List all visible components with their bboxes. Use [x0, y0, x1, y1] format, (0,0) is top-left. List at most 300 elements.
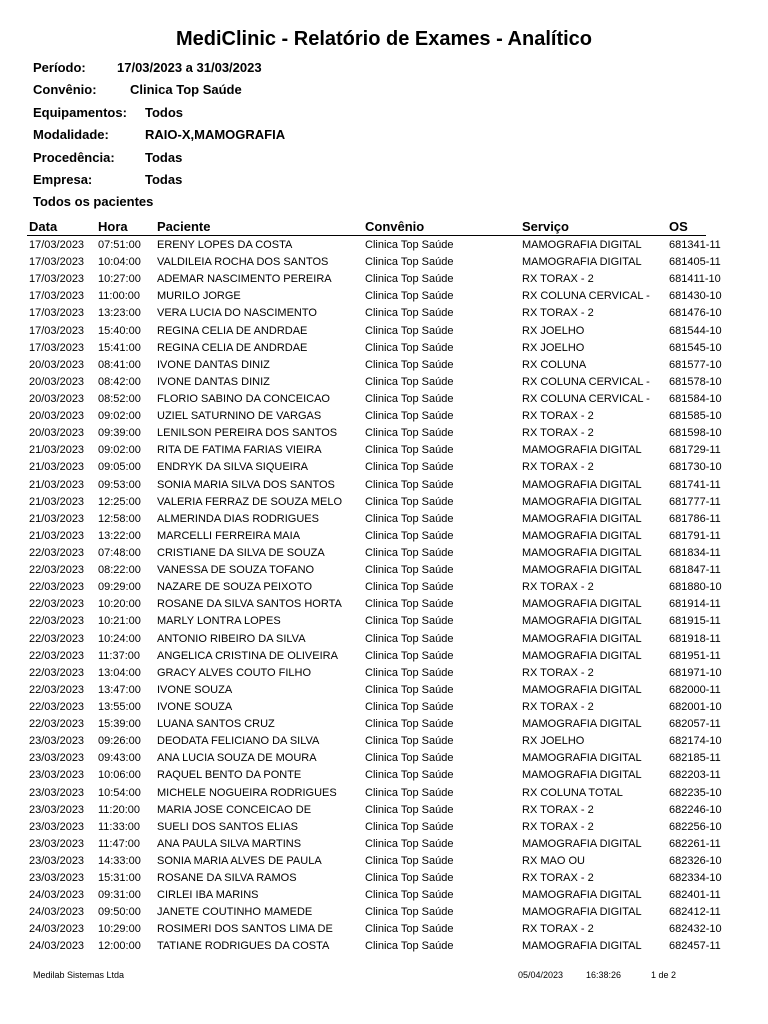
- cell-os: 681971-10: [669, 666, 722, 679]
- cell-os: 681405-11: [669, 256, 721, 269]
- cell-hora: 09:31:00: [98, 889, 141, 902]
- cell-convenio: Clinica Top Saúde: [365, 341, 454, 354]
- cell-convenio: Clinica Top Saúde: [365, 581, 454, 594]
- filter-pacientes-text: Todos os pacientes: [33, 194, 154, 209]
- cell-convenio: Clinica Top Saúde: [365, 837, 454, 850]
- cell-servico: MAMOGRAFIA DIGITAL: [522, 718, 642, 731]
- table-row: [0, 682, 768, 699]
- cell-convenio: Clinica Top Saúde: [365, 872, 454, 885]
- cell-paciente: TATIANE RODRIGUES DA COSTA: [157, 940, 330, 953]
- cell-hora: 13:22:00: [98, 529, 141, 542]
- cell-servico: RX TORAX - 2: [522, 461, 594, 474]
- cell-paciente: IVONE DANTAS DINIZ: [157, 375, 270, 388]
- cell-paciente: ANA PAULA SILVA MARTINS: [157, 837, 302, 850]
- table-row: [0, 562, 768, 579]
- cell-convenio: Clinica Top Saúde: [365, 478, 454, 491]
- cell-data: 22/03/2023: [29, 632, 85, 645]
- cell-paciente: ROSIMERI DOS SANTOS LIMA DE: [157, 923, 333, 936]
- cell-os: 682256-10: [669, 820, 722, 833]
- cell-os: 682326-10: [669, 854, 722, 867]
- cell-servico: RX TORAX - 2: [522, 872, 594, 885]
- cell-paciente: LENILSON PEREIRA DOS SANTOS: [157, 427, 338, 440]
- cell-hora: 11:00:00: [98, 290, 141, 303]
- cell-os: 681741-11: [669, 478, 721, 491]
- cell-paciente: ANGELICA CRISTINA DE OLIVEIRA: [157, 649, 338, 662]
- cell-convenio: Clinica Top Saúde: [365, 786, 454, 799]
- cell-hora: 09:39:00: [98, 427, 141, 440]
- cell-os: 682185-11: [669, 752, 721, 765]
- cell-convenio: Clinica Top Saúde: [365, 735, 454, 748]
- filter-value: Todas: [145, 150, 183, 165]
- cell-convenio: Clinica Top Saúde: [365, 854, 454, 867]
- column-header-os: OS: [669, 219, 688, 234]
- cell-servico: MAMOGRAFIA DIGITAL: [522, 529, 642, 542]
- cell-os: 682246-10: [669, 803, 722, 816]
- cell-servico: MAMOGRAFIA DIGITAL: [522, 906, 642, 919]
- cell-convenio: Clinica Top Saúde: [365, 718, 454, 731]
- table-row: [0, 374, 768, 391]
- filter-value: Todos: [145, 105, 184, 120]
- cell-paciente: RAQUEL BENTO DA PONTE: [157, 769, 302, 782]
- cell-convenio: Clinica Top Saúde: [365, 461, 454, 474]
- cell-convenio: Clinica Top Saúde: [365, 598, 454, 611]
- cell-paciente: MURILO JORGE: [157, 290, 241, 303]
- cell-data: 22/03/2023: [29, 581, 85, 594]
- cell-paciente: VALERIA FERRAZ DE SOUZA MELO: [157, 495, 343, 508]
- cell-servico: MAMOGRAFIA DIGITAL: [522, 615, 642, 628]
- cell-data: 17/03/2023: [29, 256, 85, 269]
- cell-os: 681729-11: [669, 444, 721, 457]
- cell-paciente: VALDILEIA ROCHA DOS SANTOS: [157, 256, 329, 269]
- cell-os: 681584-10: [669, 392, 722, 405]
- cell-paciente: REGINA CELIA DE ANDRDAE: [157, 324, 308, 337]
- cell-paciente: REGINA CELIA DE ANDRDAE: [157, 341, 308, 354]
- cell-servico: MAMOGRAFIA DIGITAL: [522, 239, 642, 251]
- cell-paciente: VERA LUCIA DO NASCIMENTO: [157, 307, 317, 320]
- cell-paciente: VANESSA DE SOUZA TOFANO: [157, 564, 315, 577]
- cell-os: 681914-11: [669, 598, 721, 611]
- table-body: [0, 237, 768, 956]
- cell-data: 23/03/2023: [29, 786, 85, 799]
- cell-paciente: CRISTIANE DA SILVA DE SOUZA: [157, 546, 325, 559]
- cell-hora: 10:20:00: [98, 598, 141, 611]
- cell-paciente: SONIA MARIA ALVES DE PAULA: [157, 854, 322, 867]
- table-row: [0, 938, 768, 955]
- cell-os: 681411-10: [669, 273, 721, 286]
- cell-convenio: Clinica Top Saúde: [365, 307, 454, 320]
- cell-convenio: Clinica Top Saúde: [365, 940, 454, 953]
- cell-os: 681951-11: [669, 649, 721, 662]
- cell-os: 681476-10: [669, 307, 722, 320]
- cell-paciente: SONIA MARIA SILVA DOS SANTOS: [157, 478, 335, 491]
- table-row: [0, 340, 768, 357]
- cell-paciente: ADEMAR NASCIMENTO PEREIRA: [157, 273, 332, 286]
- table-row: [0, 819, 768, 836]
- cell-paciente: GRACY ALVES COUTO FILHO: [157, 666, 312, 679]
- cell-servico: RX TORAX - 2: [522, 307, 594, 320]
- cell-hora: 10:24:00: [98, 632, 141, 645]
- header-divider: [27, 235, 706, 236]
- column-header-servico: Serviço: [522, 219, 569, 234]
- cell-hora: 09:29:00: [98, 581, 141, 594]
- cell-hora: 10:06:00: [98, 769, 141, 782]
- table-row: [0, 442, 768, 459]
- cell-servico: RX JOELHO: [522, 735, 585, 748]
- cell-servico: RX JOELHO: [522, 341, 585, 354]
- filter-label: Período:: [33, 60, 86, 75]
- cell-data: 21/03/2023: [29, 495, 85, 508]
- filter-label: Convênio:: [33, 82, 97, 97]
- cell-hora: 13:55:00: [98, 700, 141, 713]
- cell-servico: MAMOGRAFIA DIGITAL: [522, 564, 642, 577]
- cell-convenio: Clinica Top Saúde: [365, 889, 454, 902]
- cell-data: 21/03/2023: [29, 444, 85, 457]
- cell-data: 20/03/2023: [29, 392, 85, 405]
- cell-convenio: Clinica Top Saúde: [365, 923, 454, 936]
- cell-convenio: Clinica Top Saúde: [365, 392, 454, 405]
- table-row: [0, 528, 768, 545]
- cell-servico: MAMOGRAFIA DIGITAL: [522, 512, 642, 525]
- cell-convenio: Clinica Top Saúde: [365, 324, 454, 337]
- cell-data: 20/03/2023: [29, 410, 85, 423]
- footer-company: Medilab Sistemas Ltda: [33, 970, 125, 980]
- table-row: [0, 459, 768, 476]
- cell-convenio: Clinica Top Saúde: [365, 256, 454, 269]
- cell-paciente: ALMERINDA DIAS RODRIGUES: [157, 512, 319, 525]
- cell-paciente: ROSANE DA SILVA RAMOS: [157, 872, 297, 885]
- filter-value: 17/03/2023 a 31/03/2023: [117, 60, 262, 75]
- cell-data: 20/03/2023: [29, 427, 85, 440]
- cell-paciente: IVONE DANTAS DINIZ: [157, 358, 270, 371]
- cell-servico: MAMOGRAFIA DIGITAL: [522, 769, 642, 782]
- cell-hora: 08:42:00: [98, 375, 141, 388]
- cell-paciente: IVONE SOUZA: [157, 683, 233, 696]
- cell-convenio: Clinica Top Saúde: [365, 375, 454, 388]
- column-header-convenio: Convênio: [365, 219, 425, 234]
- cell-servico: MAMOGRAFIA DIGITAL: [522, 256, 642, 269]
- cell-hora: 13:04:00: [98, 666, 141, 679]
- filter-label: Empresa:: [33, 172, 93, 187]
- cell-servico: RX JOELHO: [522, 324, 585, 337]
- cell-servico: MAMOGRAFIA DIGITAL: [522, 495, 642, 508]
- cell-data: 21/03/2023: [29, 461, 85, 474]
- cell-convenio: Clinica Top Saúde: [365, 803, 454, 816]
- cell-data: 24/03/2023: [29, 906, 85, 919]
- cell-os: 681341-11: [669, 239, 721, 251]
- cell-paciente: MARCELLI FERREIRA MAIA: [157, 529, 301, 542]
- cell-data: 23/03/2023: [29, 820, 85, 833]
- cell-hora: 12:58:00: [98, 512, 141, 525]
- cell-hora: 12:25:00: [98, 495, 141, 508]
- cell-os: 681578-10: [669, 375, 722, 388]
- table-row: [0, 494, 768, 511]
- cell-data: 24/03/2023: [29, 923, 85, 936]
- table-row: [0, 237, 768, 254]
- table-row: [0, 271, 768, 288]
- cell-data: 23/03/2023: [29, 769, 85, 782]
- cell-data: 17/03/2023: [29, 307, 85, 320]
- cell-os: 682457-11: [669, 940, 721, 953]
- cell-servico: MAMOGRAFIA DIGITAL: [522, 683, 642, 696]
- table-row: [0, 408, 768, 425]
- table-row: [0, 887, 768, 904]
- table-row: [0, 836, 768, 853]
- cell-paciente: DEODATA FELICIANO DA SILVA: [157, 735, 320, 748]
- cell-convenio: Clinica Top Saúde: [365, 273, 454, 286]
- cell-hora: 13:23:00: [98, 307, 141, 320]
- cell-convenio: Clinica Top Saúde: [365, 358, 454, 371]
- cell-os: 682401-11: [669, 889, 721, 902]
- cell-servico: MAMOGRAFIA DIGITAL: [522, 444, 642, 457]
- cell-paciente: UZIEL SATURNINO DE VARGAS: [157, 410, 322, 423]
- table-row: [0, 288, 768, 305]
- cell-servico: RX COLUNA: [522, 358, 587, 371]
- table-row: [0, 853, 768, 870]
- cell-os: 682235-10: [669, 786, 722, 799]
- cell-hora: 15:31:00: [98, 872, 141, 885]
- table-row: [0, 699, 768, 716]
- cell-os: 681545-10: [669, 341, 722, 354]
- cell-convenio: Clinica Top Saúde: [365, 427, 454, 440]
- cell-paciente: JANETE COUTINHO MAMEDE: [157, 906, 313, 919]
- cell-convenio: Clinica Top Saúde: [365, 632, 454, 645]
- cell-hora: 09:53:00: [98, 478, 141, 491]
- cell-convenio: Clinica Top Saúde: [365, 666, 454, 679]
- cell-servico: RX TORAX - 2: [522, 923, 594, 936]
- cell-os: 681847-11: [669, 564, 721, 577]
- cell-paciente: SUELI DOS SANTOS ELIAS: [157, 820, 299, 833]
- cell-convenio: Clinica Top Saúde: [365, 546, 454, 559]
- cell-servico: RX TORAX - 2: [522, 273, 594, 286]
- cell-convenio: Clinica Top Saúde: [365, 649, 454, 662]
- cell-os: 681834-11: [669, 546, 721, 559]
- cell-hora: 12:00:00: [98, 940, 141, 953]
- cell-servico: RX MAO OU: [522, 854, 585, 867]
- cell-servico: MAMOGRAFIA DIGITAL: [522, 649, 642, 662]
- cell-os: 682261-11: [669, 837, 721, 850]
- cell-hora: 09:02:00: [98, 410, 141, 423]
- table-row: [0, 631, 768, 648]
- table-row: [0, 545, 768, 562]
- cell-convenio: Clinica Top Saúde: [365, 512, 454, 525]
- cell-hora: 11:33:00: [98, 820, 141, 833]
- filter-label: Procedência:: [33, 150, 115, 165]
- table-row: [0, 477, 768, 494]
- cell-data: 21/03/2023: [29, 478, 85, 491]
- cell-os: 682203-11: [669, 769, 721, 782]
- cell-servico: RX COLUNA CERVICAL -: [522, 375, 650, 388]
- cell-hora: 11:47:00: [98, 837, 141, 850]
- cell-paciente: MICHELE NOGUEIRA RODRIGUES: [157, 786, 337, 799]
- cell-servico: RX COLUNA CERVICAL -: [522, 392, 650, 405]
- cell-servico: RX TORAX - 2: [522, 820, 594, 833]
- cell-data: 23/03/2023: [29, 872, 85, 885]
- cell-os: 681791-11: [669, 529, 721, 542]
- cell-hora: 09:43:00: [98, 752, 141, 765]
- cell-paciente: ANA LUCIA SOUZA DE MOURA: [157, 752, 317, 765]
- cell-data: 22/03/2023: [29, 683, 85, 696]
- cell-convenio: Clinica Top Saúde: [365, 683, 454, 696]
- cell-servico: RX TORAX - 2: [522, 427, 594, 440]
- table-row: [0, 750, 768, 767]
- cell-paciente: IVONE SOUZA: [157, 700, 233, 713]
- cell-data: 17/03/2023: [29, 341, 85, 354]
- table-row: [0, 665, 768, 682]
- cell-paciente: ENDRYK DA SILVA SIQUEIRA: [157, 461, 308, 474]
- cell-convenio: Clinica Top Saúde: [365, 906, 454, 919]
- cell-hora: 15:40:00: [98, 324, 141, 337]
- cell-os: 682000-11: [669, 683, 721, 696]
- cell-os: 682432-10: [669, 923, 722, 936]
- cell-data: 22/03/2023: [29, 649, 85, 662]
- cell-convenio: Clinica Top Saúde: [365, 615, 454, 628]
- footer-time: 16:38:26: [586, 970, 622, 980]
- cell-data: 24/03/2023: [29, 889, 85, 902]
- cell-hora: 09:50:00: [98, 906, 141, 919]
- cell-data: 17/03/2023: [29, 273, 85, 286]
- cell-data: 23/03/2023: [29, 803, 85, 816]
- cell-data: 21/03/2023: [29, 512, 85, 525]
- cell-servico: MAMOGRAFIA DIGITAL: [522, 632, 642, 645]
- filter-label: Modalidade:: [33, 127, 109, 142]
- cell-data: 22/03/2023: [29, 666, 85, 679]
- table-row: [0, 254, 768, 271]
- cell-convenio: Clinica Top Saúde: [365, 820, 454, 833]
- cell-hora: 13:47:00: [98, 683, 141, 696]
- cell-servico: MAMOGRAFIA DIGITAL: [522, 598, 642, 611]
- cell-convenio: Clinica Top Saúde: [365, 444, 454, 457]
- cell-os: 681598-10: [669, 427, 722, 440]
- column-header-hora: Hora: [98, 219, 128, 234]
- cell-paciente: RITA DE FATIMA FARIAS VIEIRA: [157, 444, 322, 457]
- cell-convenio: Clinica Top Saúde: [365, 410, 454, 423]
- cell-data: 23/03/2023: [29, 854, 85, 867]
- cell-paciente: CIRLEI IBA MARINS: [157, 889, 259, 902]
- cell-convenio: Clinica Top Saúde: [365, 769, 454, 782]
- filter-value: Todas: [145, 172, 183, 187]
- column-header-paciente: Paciente: [157, 219, 211, 234]
- table-row: [0, 648, 768, 665]
- cell-data: 24/03/2023: [29, 940, 85, 953]
- cell-os: 681544-10: [669, 324, 722, 337]
- table-row: [0, 323, 768, 340]
- table-row: [0, 767, 768, 784]
- cell-hora: 11:20:00: [98, 803, 141, 816]
- cell-servico: MAMOGRAFIA DIGITAL: [522, 940, 642, 953]
- cell-hora: 07:51:00: [98, 239, 141, 251]
- cell-os: 681777-11: [669, 495, 721, 508]
- cell-os: 681730-10: [669, 461, 722, 474]
- cell-servico: MAMOGRAFIA DIGITAL: [522, 546, 642, 559]
- cell-convenio: Clinica Top Saúde: [365, 529, 454, 542]
- cell-hora: 11:37:00: [98, 649, 141, 662]
- cell-data: 20/03/2023: [29, 375, 85, 388]
- cell-hora: 07:48:00: [98, 546, 141, 559]
- cell-servico: MAMOGRAFIA DIGITAL: [522, 478, 642, 491]
- cell-paciente: MARLY LONTRA LOPES: [157, 615, 281, 628]
- cell-servico: MAMOGRAFIA DIGITAL: [522, 837, 642, 850]
- cell-hora: 14:33:00: [98, 854, 141, 867]
- table-row: [0, 391, 768, 408]
- cell-data: 17/03/2023: [29, 324, 85, 337]
- table-row: [0, 425, 768, 442]
- filter-value: Clinica Top Saúde: [130, 82, 242, 97]
- cell-servico: RX COLUNA TOTAL: [522, 786, 623, 799]
- cell-convenio: Clinica Top Saúde: [365, 752, 454, 765]
- table-row: [0, 904, 768, 921]
- cell-os: 681880-10: [669, 581, 722, 594]
- cell-data: 23/03/2023: [29, 752, 85, 765]
- table-row: [0, 921, 768, 938]
- cell-hora: 08:52:00: [98, 392, 141, 405]
- cell-os: 681915-11: [669, 615, 721, 628]
- table-row: [0, 802, 768, 819]
- cell-data: 22/03/2023: [29, 700, 85, 713]
- cell-paciente: ROSANE DA SILVA SANTOS HORTA: [157, 598, 342, 611]
- cell-hora: 10:29:00: [98, 923, 141, 936]
- table-row: [0, 305, 768, 322]
- cell-data: 20/03/2023: [29, 358, 85, 371]
- cell-servico: RX TORAX - 2: [522, 581, 594, 594]
- cell-os: 682001-10: [669, 700, 722, 713]
- table-row: [0, 870, 768, 887]
- filter-label: Equipamentos:: [33, 105, 127, 120]
- cell-os: 682412-11: [669, 906, 721, 919]
- cell-paciente: FLORIO SABINO DA CONCEICAO: [157, 392, 330, 405]
- report-footer: [0, 970, 768, 984]
- cell-servico: RX COLUNA CERVICAL -: [522, 290, 650, 303]
- cell-hora: 10:21:00: [98, 615, 141, 628]
- cell-hora: 10:04:00: [98, 256, 141, 269]
- cell-data: 22/03/2023: [29, 615, 85, 628]
- cell-data: 23/03/2023: [29, 837, 85, 850]
- table-row: [0, 357, 768, 374]
- footer-page: 1 de 2: [651, 970, 677, 980]
- cell-data: 22/03/2023: [29, 546, 85, 559]
- table-row: [0, 733, 768, 750]
- cell-convenio: Clinica Top Saúde: [365, 700, 454, 713]
- cell-hora: 10:27:00: [98, 273, 141, 286]
- cell-servico: MAMOGRAFIA DIGITAL: [522, 752, 642, 765]
- cell-convenio: Clinica Top Saúde: [365, 495, 454, 508]
- cell-os: 681786-11: [669, 512, 721, 525]
- cell-hora: 08:22:00: [98, 564, 141, 577]
- cell-servico: RX TORAX - 2: [522, 700, 594, 713]
- cell-hora: 09:05:00: [98, 461, 141, 474]
- table-row: [0, 716, 768, 733]
- cell-data: 17/03/2023: [29, 239, 85, 251]
- cell-servico: RX TORAX - 2: [522, 666, 594, 679]
- table-row: [0, 613, 768, 630]
- cell-paciente: LUANA SANTOS CRUZ: [157, 718, 275, 731]
- cell-hora: 08:41:00: [98, 358, 141, 371]
- cell-hora: 10:54:00: [98, 786, 141, 799]
- cell-os: 681577-10: [669, 358, 722, 371]
- cell-os: 681430-10: [669, 290, 722, 303]
- table-row: [0, 511, 768, 528]
- cell-os: 682057-11: [669, 718, 721, 731]
- cell-os: 682174-10: [669, 735, 722, 748]
- cell-convenio: Clinica Top Saúde: [365, 290, 454, 303]
- cell-paciente: NAZARE DE SOUZA PEIXOTO: [157, 581, 313, 594]
- cell-data: 22/03/2023: [29, 598, 85, 611]
- footer-date: 05/04/2023: [518, 970, 564, 980]
- cell-paciente: ANTONIO RIBEIRO DA SILVA: [157, 632, 306, 645]
- cell-data: 22/03/2023: [29, 564, 85, 577]
- cell-data: 23/03/2023: [29, 735, 85, 748]
- cell-convenio: Clinica Top Saúde: [365, 239, 454, 251]
- cell-os: 681918-11: [669, 632, 721, 645]
